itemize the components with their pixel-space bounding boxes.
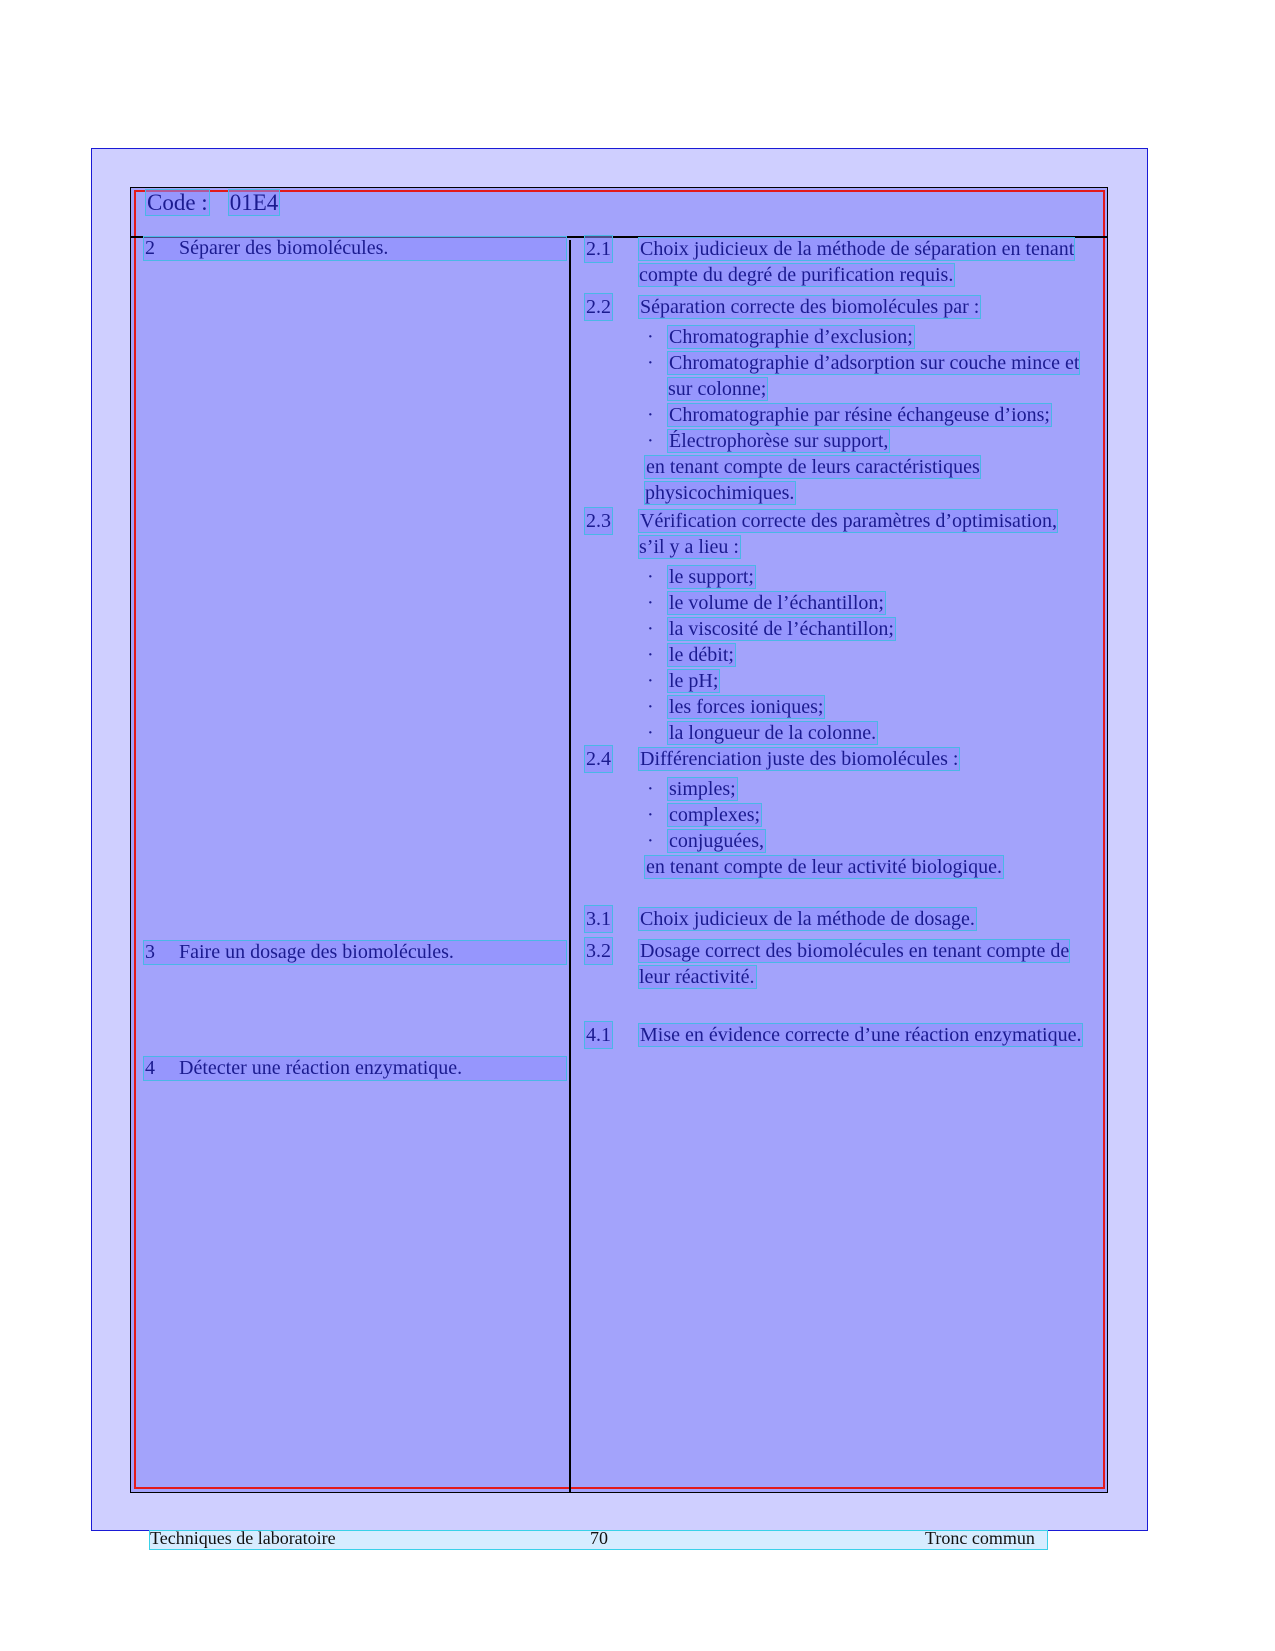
code-value: 01E4 bbox=[229, 190, 279, 215]
item-text: Mise en évidence correcte d’une réaction enzymatique. bbox=[640, 1024, 1082, 1046]
item-3-1 bbox=[585, 906, 1085, 932]
item-4-1 bbox=[585, 1022, 1085, 1048]
biomolecule-types-list bbox=[645, 776, 1085, 854]
criterion-number: 2 bbox=[145, 237, 155, 259]
page-number: 70 bbox=[590, 1528, 608, 1548]
item-number: 4.1 bbox=[586, 1024, 611, 1046]
list-item: · le support; bbox=[645, 564, 1085, 590]
footer-left: Techniques de laboratoire bbox=[150, 1528, 336, 1548]
item-number: 2.2 bbox=[586, 296, 611, 318]
item-continuation: en tenant compte de leurs caractéristiques physicochimiques. bbox=[645, 456, 980, 504]
list-item: · le pH; bbox=[645, 668, 1085, 694]
item-number: 3.2 bbox=[586, 940, 611, 962]
criterion-3 bbox=[144, 941, 568, 964]
performance-criteria-column bbox=[585, 236, 1085, 1048]
criterion-text: Détecter une réaction enzymatique. bbox=[179, 1057, 463, 1079]
list-item: · le débit; bbox=[645, 642, 1085, 668]
list-item: · les forces ioniques; bbox=[645, 694, 1085, 720]
list-item: · la viscosité de l’échantillon; bbox=[645, 616, 1085, 642]
item-2-3 bbox=[585, 508, 1085, 560]
item-text: Choix judicieux de la méthode de dosage. bbox=[640, 908, 975, 930]
separation-methods-list bbox=[645, 324, 1085, 454]
criterion-text: Faire un dosage des biomolécules. bbox=[179, 941, 454, 963]
item-2-1 bbox=[585, 236, 1085, 288]
item-text: Séparation correcte des biomolécules par : bbox=[640, 296, 980, 318]
criterion-number: 4 bbox=[145, 1057, 155, 1079]
footer-right: Tronc commun bbox=[925, 1528, 1035, 1548]
list-item: · Chromatographie d’exclusion; bbox=[645, 324, 1085, 350]
item-text: Dosage correct des biomolécules en tenant compte de leur réactivité. bbox=[639, 940, 1070, 988]
list-item: · simples; bbox=[645, 776, 1085, 802]
item-text: Choix judicieux de la méthode de séparation en tenant compte du degré de purification requis. bbox=[639, 238, 1075, 286]
code-header bbox=[146, 190, 279, 216]
item-number: 2.3 bbox=[586, 510, 611, 532]
item-2-4 bbox=[585, 746, 1085, 772]
item-text: Vérification correcte des paramètres d’optimisation, s’il y a lieu : bbox=[639, 510, 1058, 558]
optimisation-parameters-list bbox=[645, 564, 1085, 746]
item-number: 3.1 bbox=[586, 908, 611, 930]
list-item: · Électrophorèse sur support, bbox=[645, 428, 1085, 454]
item-text: Différenciation juste des biomolécules : bbox=[640, 748, 959, 770]
item-number: 2.4 bbox=[586, 748, 611, 770]
list-item: · Chromatographie par résine échangeuse d’ions; bbox=[645, 402, 1085, 428]
criterion-text: Séparer des biomolécules. bbox=[179, 237, 389, 259]
list-item: · le volume de l’échantillon; bbox=[645, 590, 1085, 616]
item-3-2 bbox=[585, 938, 1085, 990]
list-item: · Chromatographie d’adsorption sur couche mince et sur colonne; bbox=[645, 350, 1085, 402]
list-item: · la longueur de la colonne. bbox=[645, 720, 1085, 746]
list-item: · complexes; bbox=[645, 802, 1085, 828]
list-item: · conjuguées, bbox=[645, 828, 1085, 854]
column-divider bbox=[569, 240, 571, 1493]
criterion-2 bbox=[144, 237, 568, 260]
item-continuation: en tenant compte de leur activité biologique. bbox=[646, 856, 1002, 878]
criterion-4 bbox=[144, 1057, 568, 1080]
item-number: 2.1 bbox=[586, 238, 611, 260]
code-label: Code : bbox=[147, 190, 208, 215]
criterion-number: 3 bbox=[145, 941, 155, 963]
item-2-2 bbox=[585, 294, 1085, 320]
